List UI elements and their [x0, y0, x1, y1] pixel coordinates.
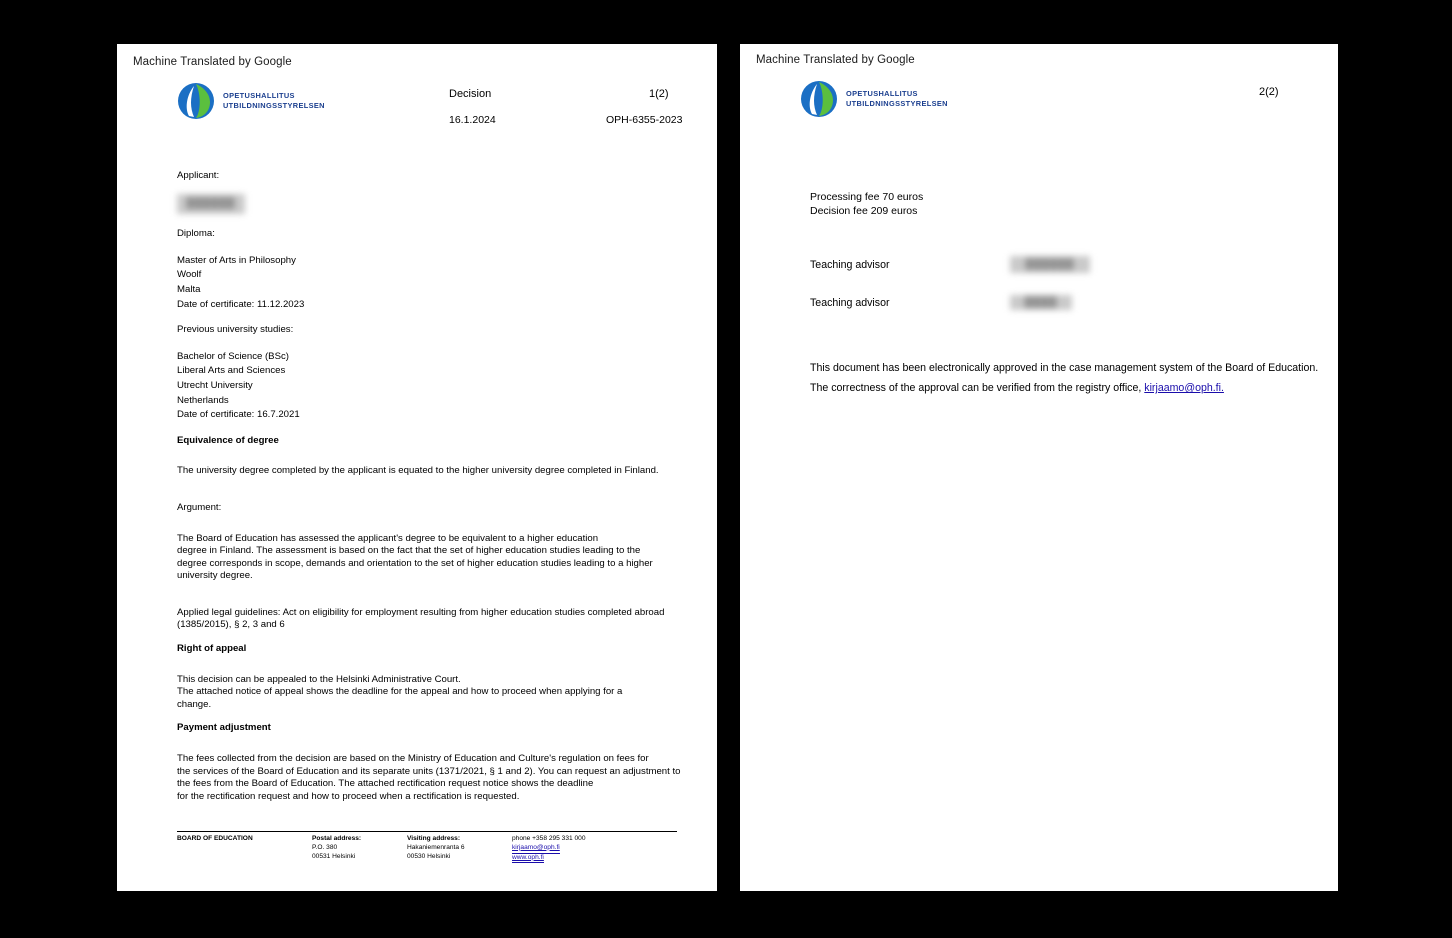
footer-postal-line-1: P.O. 380: [312, 843, 338, 851]
footer-contact: [512, 835, 677, 863]
logo-line-fi: OPETUSHALLITUS: [223, 91, 295, 101]
previous-institution: Utrecht University: [177, 379, 253, 391]
document-page-2: [740, 44, 1338, 891]
appeal-line-3: change.: [177, 698, 212, 710]
spacer: [177, 515, 703, 533]
previous-studies-label: Previous university studies:: [177, 324, 294, 336]
argument-line-1: The Board of Education has assessed the applicant's degree to be equivalent to a higher education: [177, 532, 599, 544]
previous-field: Liberal Arts and Sciences: [177, 365, 286, 377]
page2-body: [810, 190, 1324, 398]
legal-guidelines-line-1: Applied legal guidelines: Act on eligibility for employment resulting from higher education studies completed abroad: [177, 606, 665, 618]
argument-line-3: degree corresponds in scope, demands and orientation to the set of higher education studies leading to a higher: [177, 557, 653, 569]
diploma-country: Malta: [177, 283, 201, 295]
applicant-name-redacted: ██████: [177, 194, 245, 214]
approval-note: [810, 358, 1324, 398]
footer-visiting-line-2: 00530 Helsinki: [407, 852, 451, 860]
advisor-row: [810, 256, 1324, 273]
previous-degree: Bachelor of Science (BSc): [177, 350, 289, 362]
page1-body: [177, 170, 703, 803]
equivalence-text: The university degree completed by the applicant is equated to the higher university degree completed in Finland.: [177, 465, 659, 477]
page2-header: [754, 72, 1324, 138]
spacer: [177, 478, 703, 502]
spacer: [177, 656, 703, 674]
oph-logo-icon: [800, 80, 838, 118]
advisor-row: [810, 295, 1324, 310]
advisor-name-1-redacted: ██████: [1010, 256, 1090, 273]
advisor-name-2-redacted: ████: [1010, 295, 1072, 310]
advisor-role-2: Teaching advisor: [810, 296, 890, 309]
diploma-institution: Woolf: [177, 269, 202, 281]
approval-line-2: [810, 378, 1324, 398]
spacer: [177, 632, 703, 643]
payment-line-1: The fees collected from the decision are based on the Ministry of Education and Culture's regulation on fees for: [177, 753, 649, 765]
organization-logo-page2: [800, 80, 948, 118]
page1-footer: [177, 831, 677, 863]
footer-postal-line-2: 00531 Helsinki: [312, 852, 356, 860]
payment-line-4: for the rectification request and how to proceed when a rectification is requested.: [177, 790, 520, 802]
appeal-line-1: This decision can be appealed to the Helsinki Administrative Court.: [177, 673, 461, 685]
footer-organization: BOARD OF EDUCATION: [177, 835, 253, 842]
spacer: [177, 313, 703, 324]
argument-line-4: university degree.: [177, 570, 253, 582]
machine-translated-banner-page2: Machine Translated by Google: [756, 54, 915, 66]
advisor-role-1: Teaching advisor: [810, 258, 890, 271]
footer-postal-heading: Postal address:: [312, 835, 362, 842]
diploma-degree: Master of Arts in Philosophy: [177, 254, 296, 266]
diploma-certificate-date: Date of certificate: 11.12.2023: [177, 298, 305, 310]
organization-logo: [177, 82, 325, 120]
logo-wordmark-page2: [846, 89, 948, 108]
footer-phone: phone +358 295 331 000: [512, 835, 586, 842]
equivalence-heading: Equivalence of degree: [177, 434, 279, 446]
footer-visiting-address: [407, 835, 512, 863]
registry-email-link[interactable]: kirjaamo@oph.fi.: [1144, 382, 1224, 394]
logo-line-sv: UTBILDNINGSSTYRELSEN: [223, 101, 325, 110]
document-type: Decision: [449, 88, 492, 100]
spacer: [177, 583, 703, 607]
payment-line-2: the services of the Board of Education and its separate units (1371/2021, § 1 and 2). You can request an adjustment to: [177, 765, 681, 777]
argument-line-2: degree in Finland. The assessment is based on the fact that the set of higher education studies leading to the: [177, 545, 641, 557]
approval-line-2-prefix: The correctness of the approval can be verified from the registry office,: [810, 382, 1142, 394]
spacer: [177, 340, 703, 351]
logo-line-sv: UTBILDNINGSSTYRELSEN: [846, 99, 948, 108]
page-number-page2: 2(2): [1259, 86, 1279, 98]
logo-line-fi: OPETUSHALLITUS: [846, 89, 918, 99]
decision-fee: Decision fee 209 euros: [810, 205, 918, 217]
spacer: [177, 244, 703, 255]
spacer: [177, 447, 703, 465]
spacer: [177, 711, 703, 722]
spacer: [177, 424, 703, 435]
footer-postal-address: [312, 835, 407, 863]
page-number: 1(2): [649, 88, 669, 100]
logo-wordmark: [223, 91, 325, 110]
document-date: 16.1.2024: [449, 114, 496, 126]
footer-website-link[interactable]: www.oph.fi: [512, 854, 544, 864]
legal-guidelines-line-2: (1385/2015), § 2, 3 and 6: [177, 619, 285, 631]
page1-header: [131, 74, 703, 140]
footer-visiting-heading: Visiting address:: [407, 835, 461, 842]
payment-heading: Payment adjustment: [177, 722, 271, 734]
appeal-line-2: The attached notice of appeal shows the deadline for the appeal and how to proceed when applying for a: [177, 686, 623, 698]
appeal-heading: Right of appeal: [177, 643, 247, 655]
payment-line-3: the fees from the Board of Education. The attached rectification request notice shows the deadline: [177, 778, 594, 790]
processing-fee: Processing fee 70 euros: [810, 191, 924, 203]
previous-certificate-date: Date of certificate: 16.7.2021: [177, 409, 300, 421]
machine-translated-banner: Machine Translated by Google: [133, 56, 292, 68]
applicant-label: Applicant:: [177, 170, 220, 181]
document-reference: OPH-6355-2023: [606, 114, 683, 126]
footer-visiting-line-1: Hakaniemenranta 6: [407, 843, 465, 851]
document-page-1: [117, 44, 717, 891]
previous-country: Netherlands: [177, 394, 229, 406]
oph-logo-icon: [177, 82, 215, 120]
approval-line-1: This document has been electronically approved in the case management system of the Board of Education.: [810, 362, 1319, 374]
spacer: [177, 735, 703, 753]
diploma-label: Diploma:: [177, 228, 215, 240]
footer-email-link[interactable]: kirjaamo@oph.fi: [512, 844, 560, 854]
argument-label: Argument:: [177, 501, 222, 513]
